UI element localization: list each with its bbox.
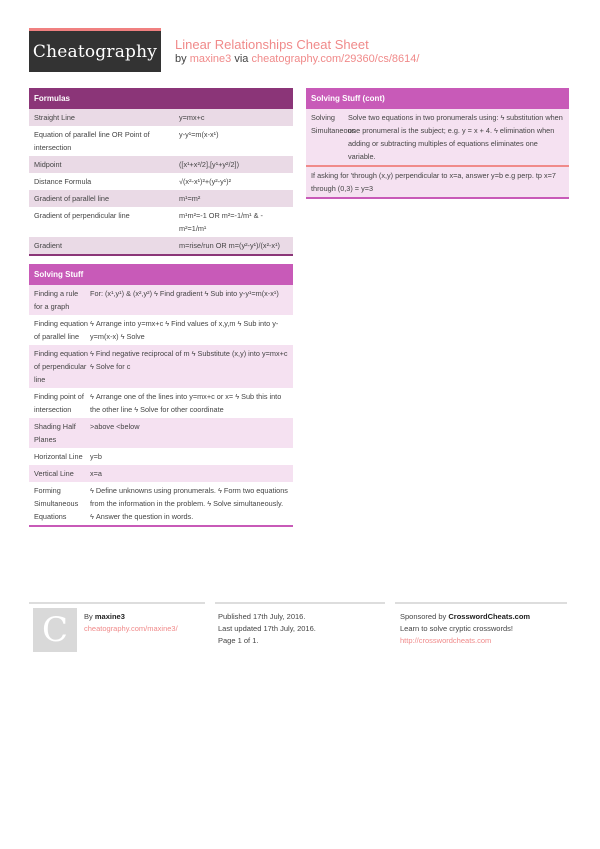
table-row: Gradient of parallel line m¹=m² xyxy=(29,190,293,207)
sponsor-link[interactable]: http://crosswordcheats.com xyxy=(400,636,492,645)
sheet-url-link[interactable]: cheatography.com/29360/cs/8614/ xyxy=(251,53,420,65)
table-row: Vertical Line x=a xyxy=(29,465,293,482)
section-title: Solving Stuff (cont) xyxy=(306,88,569,109)
footer-divider xyxy=(395,602,567,604)
table-row: Horizontal Line y=b xyxy=(29,448,293,465)
footer-dates: Published 17th July, 2016. Last updated 17th July, 2016. Page 1 of 1. xyxy=(218,612,316,645)
sponsor-name[interactable]: CrosswordCheats.com xyxy=(448,612,531,621)
section-title: Solving Stuff xyxy=(29,264,293,285)
note-row: If asking for 'through (x,y) perpendicular to x=a, answer y=b e.g perp. tp x=7 through (0,3) = y=3 xyxy=(306,167,569,197)
sheet-title: Linear Relationships Cheat Sheet xyxy=(175,37,369,52)
right-column xyxy=(306,88,569,205)
table-row: Solving Simultaneous Solve two equations in two pronumerals using: ϟ substitution when one pronumeral is the subject; e.g. y = x + 4. ϟ elimination when adding or subtracting multiples of equations eliminates one variable. xyxy=(306,109,569,167)
section-title: Formulas xyxy=(29,88,293,109)
table-row: Equation of parallel line OR Point of intersection y-y¹=m(x-x¹) xyxy=(29,126,293,156)
footer-author: By maxine3 cheatography.com/maxine3/ xyxy=(84,612,178,633)
author-profile-link[interactable]: cheatography.com/maxine3/ xyxy=(84,624,178,633)
table-row: Straight Line y=mx+c xyxy=(29,109,293,126)
footer-divider xyxy=(215,602,385,604)
cheatography-logo[interactable]: Cheatography xyxy=(29,28,161,72)
table-row: Shading Half Planes >above <below xyxy=(29,418,293,448)
table-row: Midpoint ([x¹+x²/2],[y¹+y²/2]) xyxy=(29,156,293,173)
author-name[interactable]: maxine3 xyxy=(94,612,125,621)
footer-sponsor: Sponsored by CrosswordCheats.com Learn to solve cryptic crosswords! http://crosswordcheats.com xyxy=(400,612,531,645)
table-row: Distance Formula √(x²-x¹)²+(y²-y¹)² xyxy=(29,173,293,190)
table-row: Gradient of perpendicular line m¹m²=-1 OR m²=-1/m¹ & -m²=1/m¹ xyxy=(29,207,293,237)
table-row: Finding equation of perpendicular line ϟ Find negative reciprocal of m ϟ Substitute (x,y) into y=mx+c ϟ Solve for c xyxy=(29,345,293,388)
table-row: Finding equation of parallel line ϟ Arrange into y=mx+c ϟ Find values of x,y,m ϟ Sub into y-y=m(x-x) ϟ Solve xyxy=(29,315,293,345)
byline: by maxine3 via cheatography.com/29360/cs/8614/ xyxy=(175,53,420,65)
table-row: Finding a rule for a graph For: (x¹,y¹) & (x²,y²) ϟ Find gradient ϟ Sub into y-y¹=m(x-x¹) xyxy=(29,285,293,315)
table-row: Finding point of intersection ϟ Arrange one of the lines into y=mx+c or x= ϟ Sub this into the other line ϟ Solve for other coordinate xyxy=(29,388,293,418)
footer-divider xyxy=(29,602,205,604)
table-row: Gradient m=rise/run OR m=(y²-y¹)/(x²-x¹) xyxy=(29,237,293,254)
left-column xyxy=(29,88,293,533)
avatar[interactable]: C xyxy=(33,608,77,652)
author-link[interactable]: maxine3 xyxy=(189,53,232,65)
solving-section xyxy=(29,264,293,527)
formulas-section xyxy=(29,88,293,256)
solving-cont-section xyxy=(306,88,569,199)
table-row: Forming Simultaneous Equations ϟ Define unknowns using pronumerals. ϟ Form two equations from the information in the problem. ϟ Solve simultaneously. ϟ Answer the question in words. xyxy=(29,482,293,525)
